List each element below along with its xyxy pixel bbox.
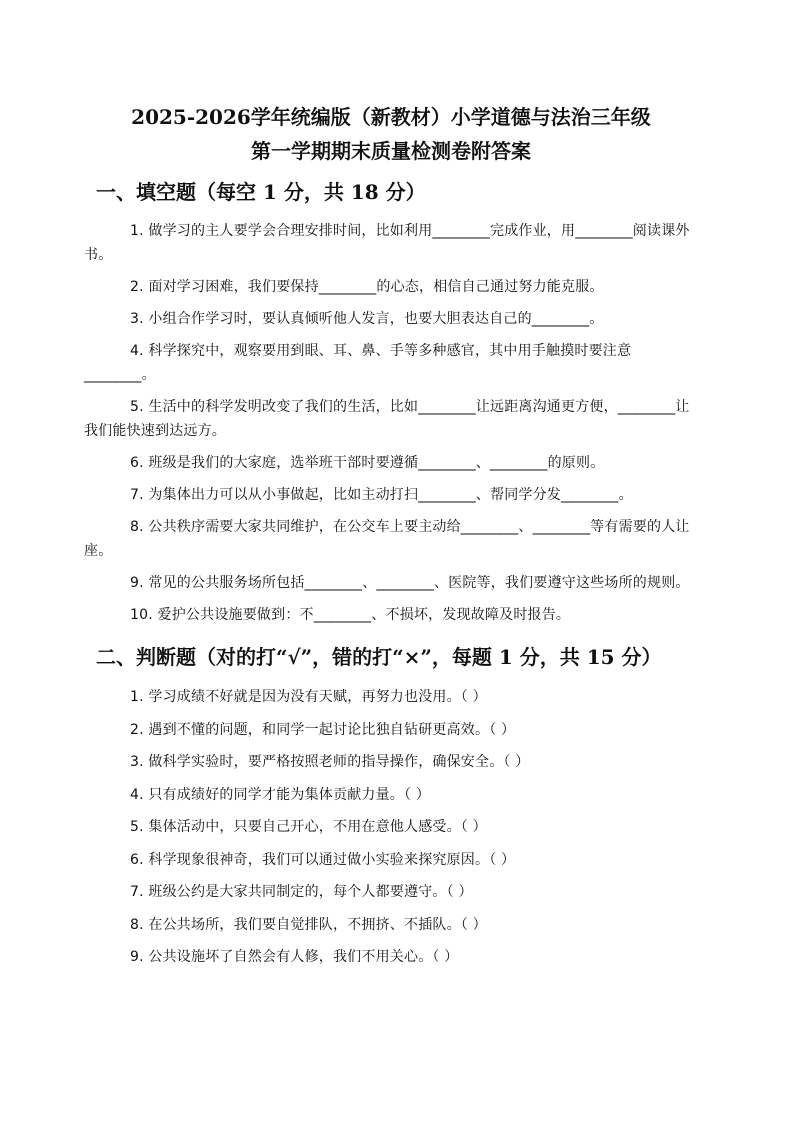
- judge-question-6: 6. 科学现象很神奇，我们可以通过做小实验来探究原因。（ ）: [130, 851, 516, 868]
- fill-question-7: 7. 为集体出力可以从小事做起，比如主动打扫________、帮同学分发________。: [130, 487, 633, 503]
- fill-question-5: 5. 生活中的科学发明改变了我们的生活，比如________让远距离沟通更方便，________让我们能快速到达远方。: [84, 399, 690, 439]
- fill-question-3: 3. 小组合作学习时，要认真倾听他人发言，也要大胆表达自己的________。: [130, 311, 604, 327]
- judge-question-3: 3. 做科学实验时，要严格按照老师的指导操作，确保安全。（ ）: [130, 754, 530, 770]
- judge-question-8: 8. 在公共场所，我们要自觉排队，不拥挤、不插队。（ ）: [130, 916, 487, 933]
- judge-question-1: 1. 学习成绩不好就是因为没有天赋，再努力也没用。（ ）: [130, 689, 487, 705]
- judge-question-9: 9. 公共设施坏了自然会有人修，我们不用关心。（ ）: [130, 949, 459, 965]
- fill-question-4: 4. 科学探究中，观察要用到眼、耳、鼻、手等多种感官，其中用手触摸时要注意________。: [84, 343, 632, 383]
- true-false-question-list: [84, 685, 698, 969]
- judge-question-7: 7. 班级公约是大家共同制定的，每个人都要遵守。（ ）: [130, 884, 473, 900]
- fill-in-blank-question-list: [84, 219, 698, 627]
- fill-question-9: 9. 常见的公共服务场所包括________、________、医院等，我们要遵守这些场所的规则。: [130, 575, 690, 591]
- fill-question-2: 2. 面对学习困难，我们要保持________的心态，相信自己通过努力能克服。: [130, 279, 604, 295]
- section-heading-fill-in-blank: 一、填空题（每空 1 分，共 18 分）: [96, 180, 426, 204]
- exam-title-line-2: 第一学期期末质量检测卷附答案: [251, 139, 531, 163]
- exam-title-line-1: 2025-2026学年统编版（新教材）小学道德与法治三年级: [131, 105, 651, 129]
- fill-question-8: 8. 公共秩序需要大家共同维护，在公交车上要主动给________、________等有需要的人让座。: [84, 519, 690, 559]
- section-heading-true-false: 二、判断题（对的打“√”，错的打“×”，每题 1 分，共 15 分）: [96, 645, 662, 669]
- fill-question-10: 10. 爱护公共设施要做到：不________、不损坏，发现故障及时报告。: [130, 607, 571, 623]
- fill-question-1: 1. 做学习的主人要学会合理安排时间，比如利用________完成作业，用________阅读课外书。: [84, 223, 690, 263]
- fill-question-6: 6. 班级是我们的大家庭，选举班干部时要遵循________、________的原则。: [130, 455, 605, 471]
- judge-question-4: 4. 只有成绩好的同学才能为集体贡献力量。（ ）: [130, 786, 431, 803]
- judge-question-2: 2. 遇到不懂的问题，和同学一起讨论比独自钻研更高效。（ ）: [130, 721, 516, 738]
- judge-question-5: 5. 集体活动中，只要自己开心，不用在意他人感受。（ ）: [130, 819, 487, 835]
